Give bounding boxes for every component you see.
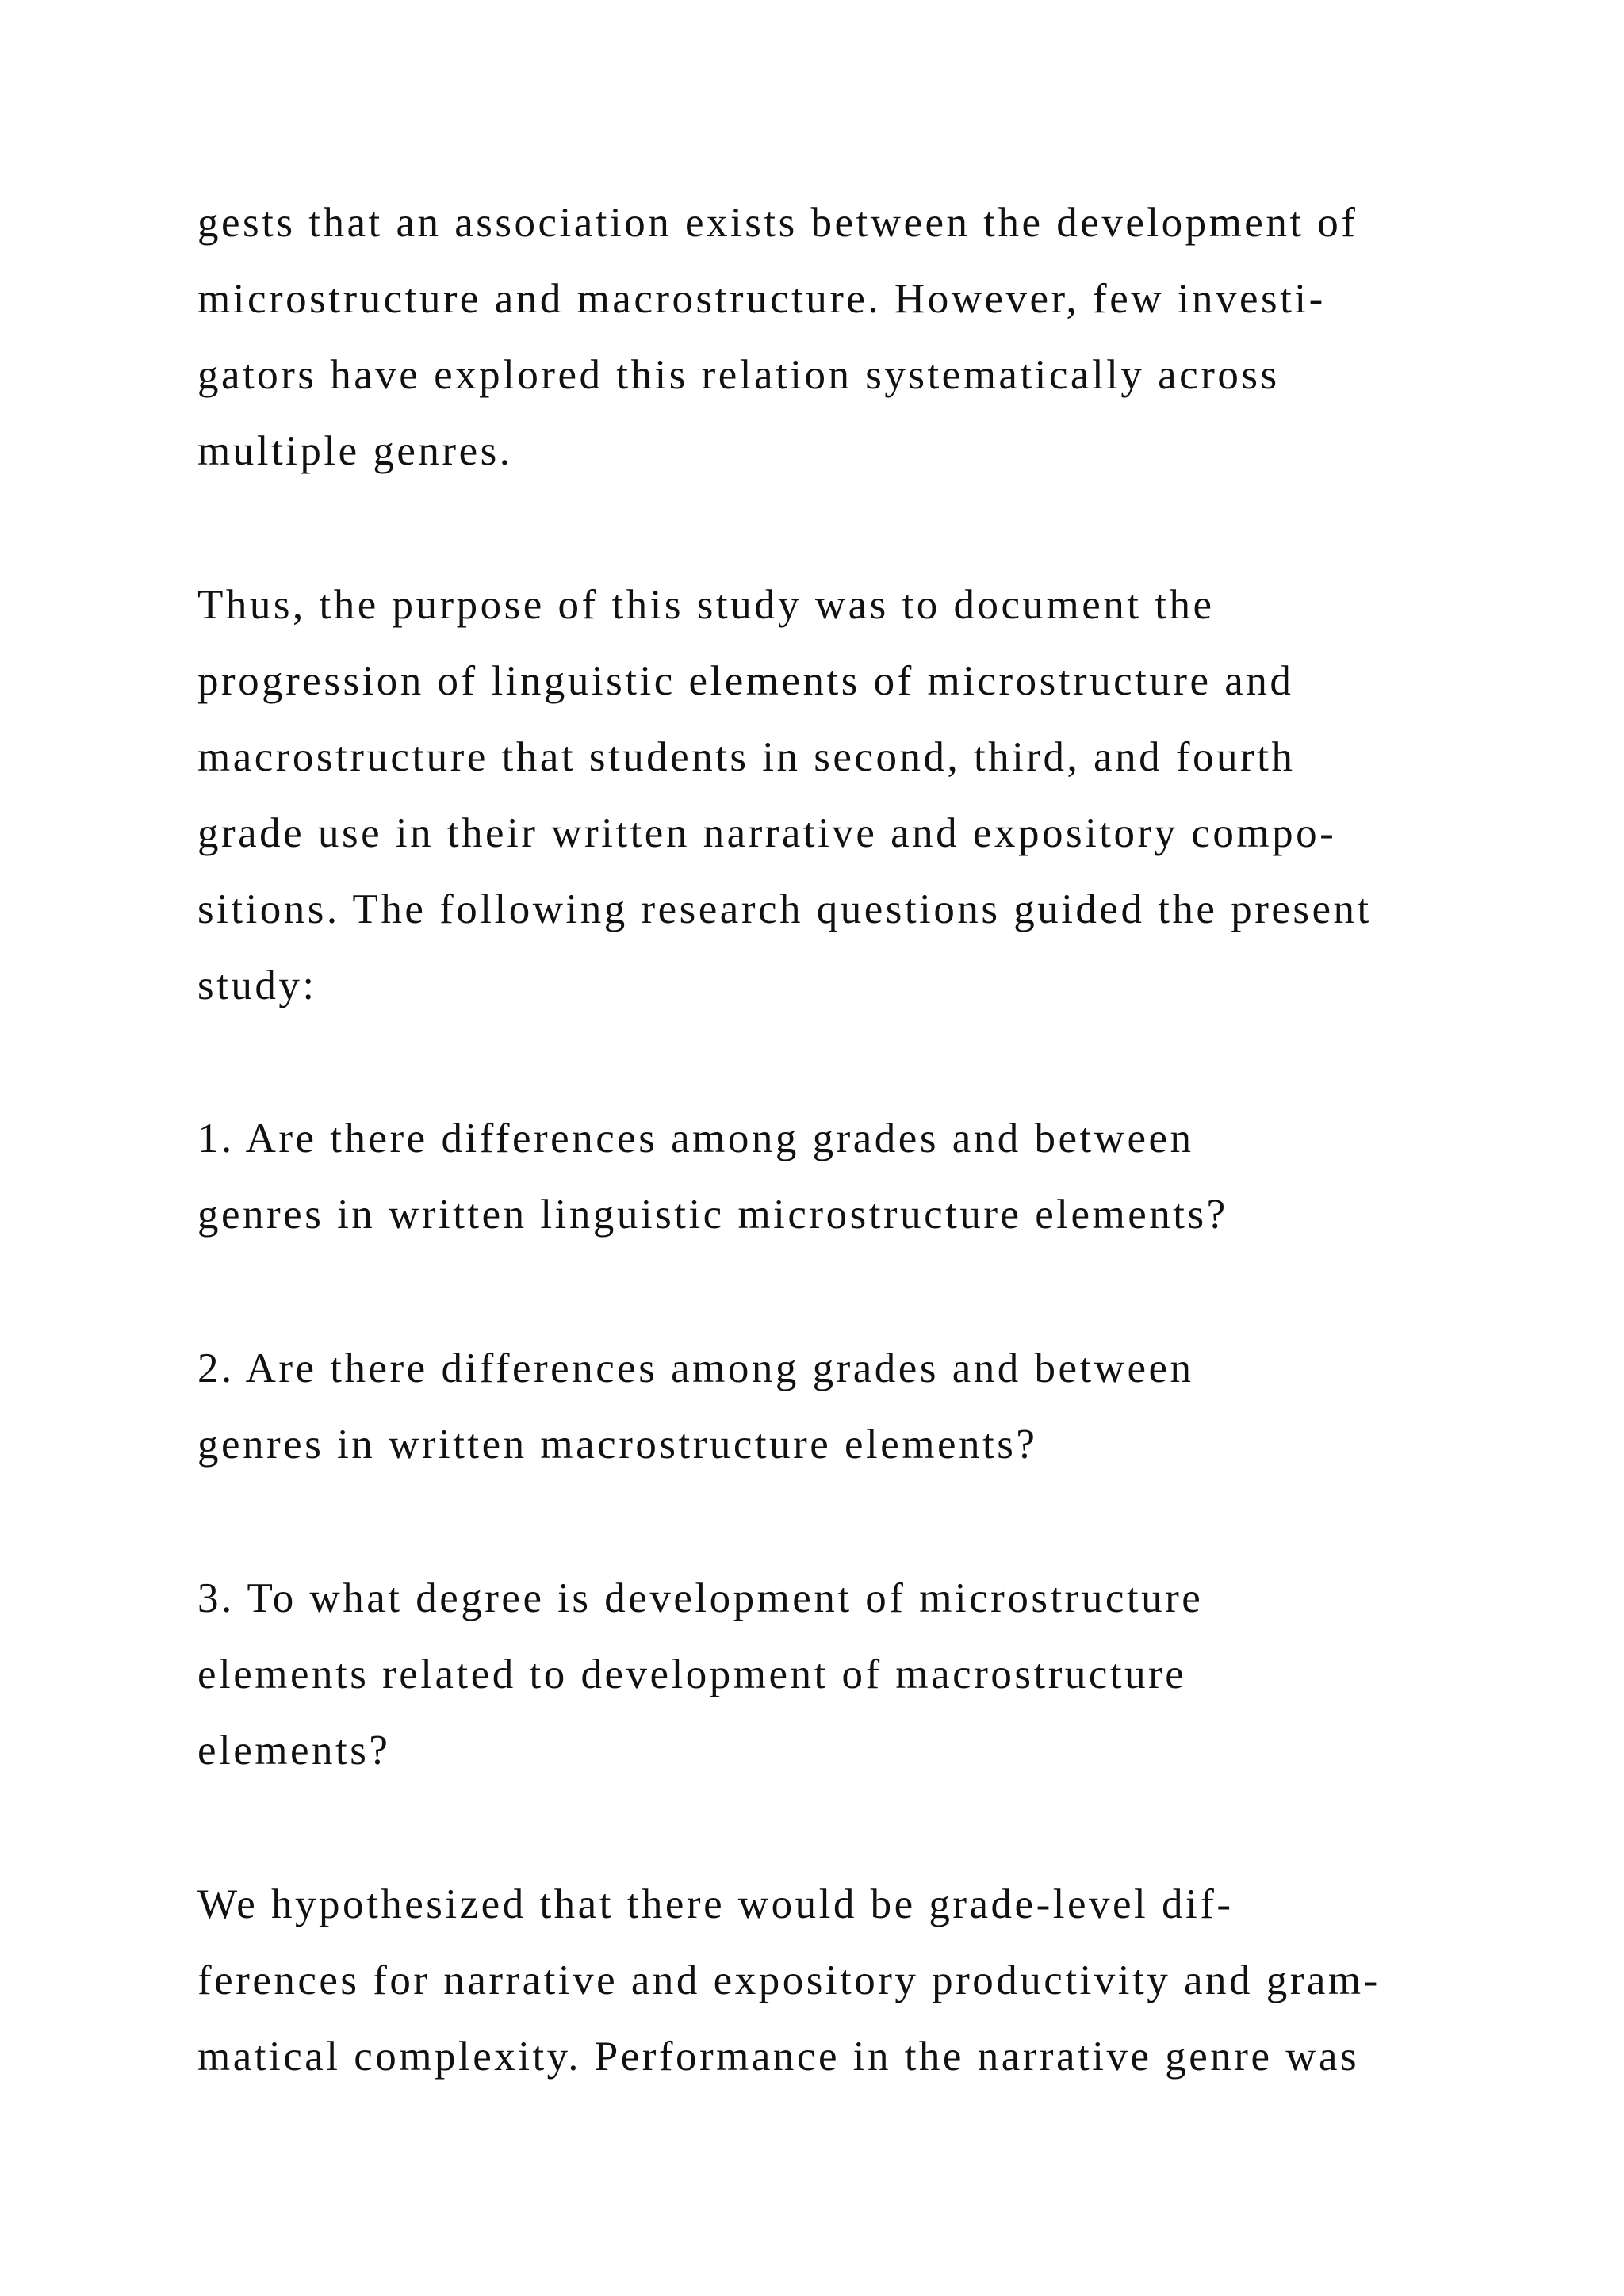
text-line: gators have explored this relation systematically across — [197, 352, 1280, 398]
text-line: macrostructure that students in second, third, and fourth — [197, 734, 1296, 780]
text-line: matical complexity. Performance in the narrative genre was — [197, 2034, 1360, 2080]
text-line: gests that an association exists between the development of — [197, 200, 1358, 246]
text-line: 2. Are there differences among grades and between — [197, 1345, 1194, 1391]
text-line: 3. To what degree is development of microstructure — [197, 1575, 1204, 1621]
text-line: microstructure and macrostructure. However, few investi- — [197, 276, 1326, 322]
text-line: study: — [197, 962, 317, 1008]
text-line: multiple genres. — [197, 428, 513, 474]
text-line: 1. Are there differences among grades and between — [197, 1115, 1194, 1161]
text-line: genres in written linguistic microstructure elements? — [197, 1192, 1228, 1238]
text-line: elements related to development of macrostructure — [197, 1651, 1187, 1697]
text-line: ferences for narrative and expository productivity and gram- — [197, 1957, 1381, 2003]
text-line: Thus, the purpose of this study was to document the — [197, 582, 1215, 628]
text-line: progression of linguistic elements of microstructure and — [197, 658, 1294, 704]
text-line: grade use in their written narrative and expository compo- — [197, 810, 1337, 856]
text-line: elements? — [197, 1728, 391, 1774]
text-line: genres in written macrostructure elements? — [197, 1422, 1038, 1468]
text-line: sitions. The following research questions guided the present — [197, 886, 1372, 932]
text-line: We hypothesized that there would be grade-level dif- — [197, 1881, 1234, 1927]
